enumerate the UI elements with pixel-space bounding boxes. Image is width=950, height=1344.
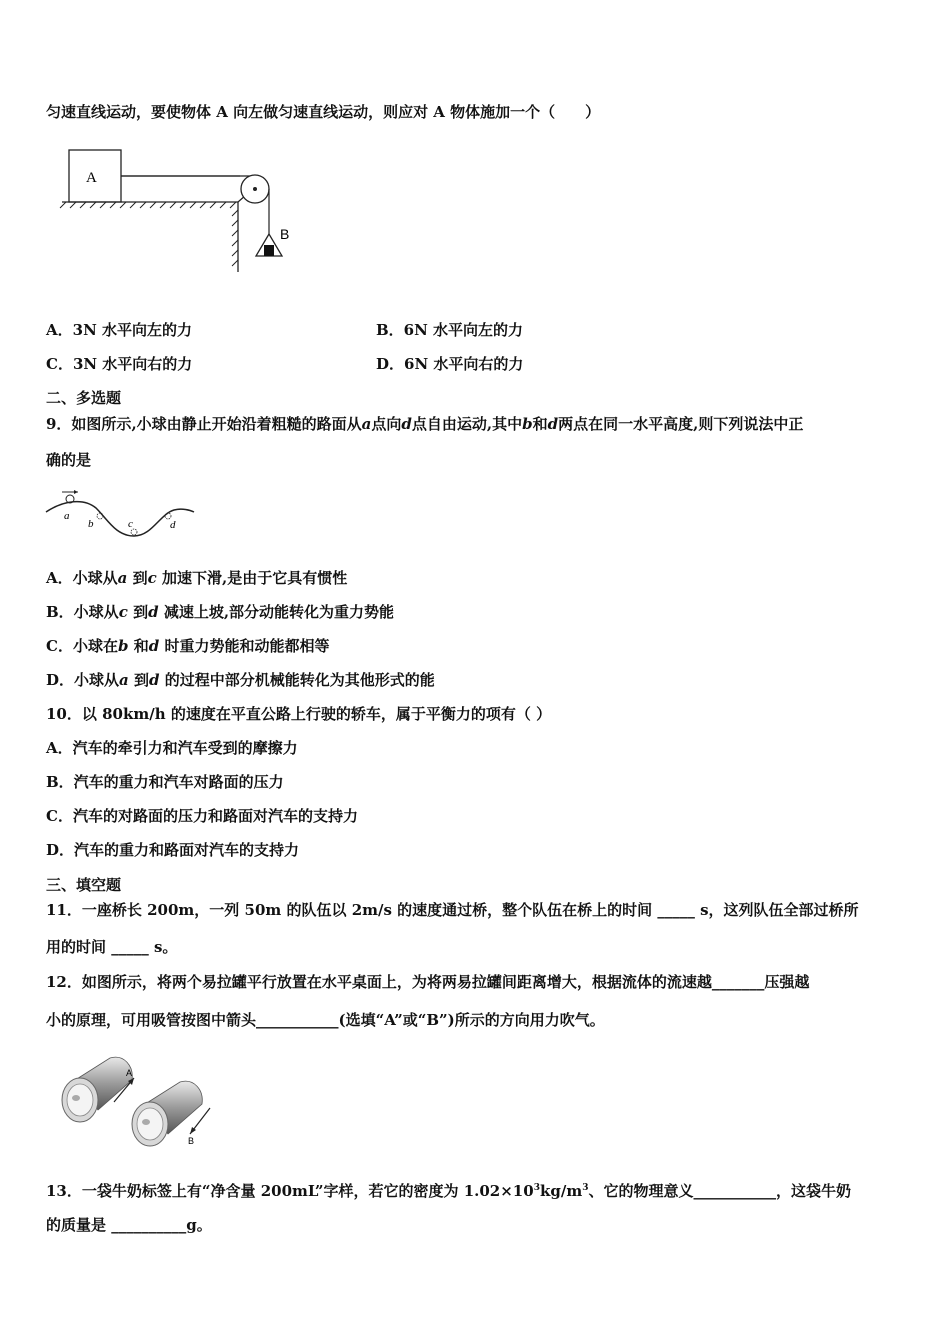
point-d-label: d <box>170 519 176 531</box>
q8-option-b: B．6N 水平向左的力 <box>376 321 524 339</box>
section-multiple-choice: 二、多选题 <box>46 389 122 407</box>
point-c-label: c <box>128 518 133 530</box>
q9-stem: 9．如图所示,小球由静止开始沿着粗糙的路面从a点向d点自由运动,其中b和d两点在同一水平高度,则下列说法中正 <box>46 415 804 433</box>
can-left <box>62 1057 132 1122</box>
q9-option-c: C．小球在b 和d 时重力势能和动能都相等 <box>46 637 330 655</box>
q11-line1: 11．一座桥长 200m，一列 50m 的队伍以 2m/s 的速度通过桥，整个队伍在桥上的时间 _____ s，这列队伍全部过桥所 <box>46 901 859 919</box>
q10-stem: 10．以 80km/h 的速度在平直公路上行驶的轿车，属于平衡力的项有（ ） <box>46 705 552 723</box>
pulley-figure <box>56 142 306 278</box>
q13-line2: 的质量是 __________g。 <box>46 1216 212 1234</box>
point-b-label: b <box>88 518 94 530</box>
q10-option-a: A．汽车的牵引力和汽车受到的摩擦力 <box>46 739 298 757</box>
q10-option-d: D．汽车的重力和路面对汽车的支持力 <box>46 841 300 859</box>
q9-option-a: A．小球从a 到c 加速下滑,是由于它具有惯性 <box>46 569 348 587</box>
q9-stem-line2: 确的是 <box>46 451 92 469</box>
track-figure <box>44 486 196 544</box>
q12-line1: 12．如图所示，将两个易拉罐平行放置在水平桌面上，为将两易拉罐间距离增大，根据流体的流速越_______压强越 <box>46 973 810 991</box>
q11-line2: 用的时间 _____ s。 <box>46 938 178 956</box>
q8-stem: 匀速直线运动，要使物体 A 向左做匀速直线运动，则应对 A 物体施加一个（ ） <box>46 103 601 121</box>
cans-figure <box>54 1052 220 1152</box>
weight-b-label: B <box>280 226 290 242</box>
q13-line1: 13．一袋牛奶标签上有“净含量 200mL”字样，若它的密度为 $1.02\times 10^3kg/m^3$、它的物理意义___________，这袋牛奶 <box>46 1182 851 1200</box>
q9-option-d: D．小球从a 到d 的过程中部分机械能转化为其他形式的能 <box>46 671 435 689</box>
q8-option-d: D．6N 水平向右的力 <box>376 355 524 373</box>
arrow-b-label: B <box>188 1136 195 1146</box>
q10-option-b: B．汽车的重力和汽车对路面的压力 <box>46 773 284 791</box>
q10-option-c: C．汽车的对路面的压力和路面对汽车的支持力 <box>46 807 358 825</box>
q12-line2: 小的原理，可用吸管按图中箭头___________(选填“A”或“B”)所示的方向用力吹气。 <box>46 1011 605 1029</box>
arrow-a-label: A <box>126 1068 133 1078</box>
q8-option-c: C．3N 水平向右的力 <box>46 355 193 373</box>
section-fill-in: 三、填空题 <box>46 876 122 894</box>
point-a-label: a <box>64 510 70 522</box>
q9-option-b: B．小球从c 到d 减速上坡,部分动能转化为重力势能 <box>46 603 395 621</box>
block-a-label: A <box>86 170 97 186</box>
q8-option-a: A．3N 水平向左的力 <box>46 321 193 339</box>
